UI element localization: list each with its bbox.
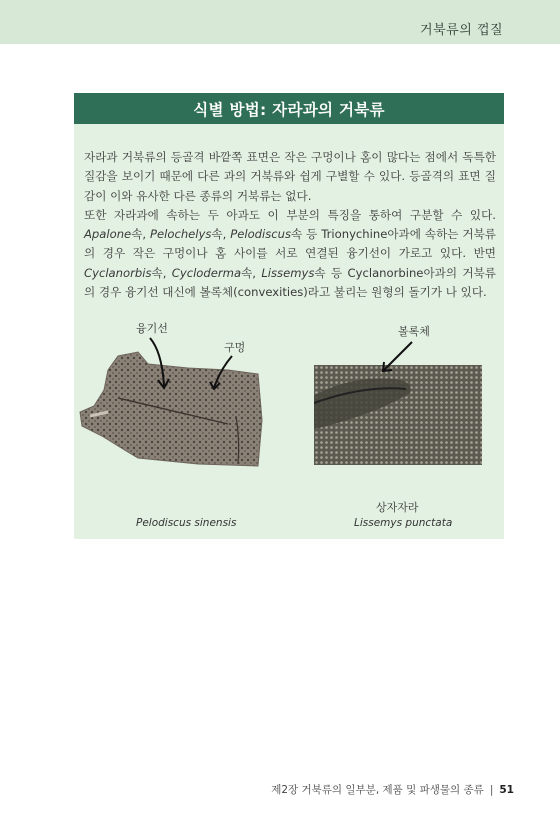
genus-apalone: Apalone [84, 227, 132, 242]
panel-body-text [84, 148, 496, 302]
genus-pelochelys: Pelochelys [150, 227, 212, 242]
text-run: 또한 자라과에 속하는 두 아과도 이 부분의 특징을 통하여 구분할 수 있다. [84, 207, 496, 222]
caption-pelodiscus: Pelodiscus sinensis [136, 517, 237, 529]
section-title: 거북류의 껍질 [420, 23, 503, 38]
text-run: 속, [131, 227, 150, 242]
genus-cycloderma: Cycloderma [171, 265, 242, 280]
genus-lissemys: Lissemys [261, 265, 315, 280]
genus-cyclanorbis: Cyclanorbis [84, 265, 152, 280]
text-run: 속, [211, 227, 231, 242]
label-convexity: 볼록체 [398, 325, 430, 338]
genus-pelodiscus: Pelodiscus [230, 227, 292, 242]
text-run: 속 등 Trionychine아과에 속하는 거북류의 경우 작은 구멍이나 홈 사이를 서로 연결된 융기선이 가로고 있다. 반면 [84, 227, 496, 261]
text-run: 속, [241, 265, 262, 280]
footer-chapter: 제2장 거북류의 일부분, 제품 및 파생물의 종류 [271, 784, 484, 796]
panel-title: 식별 방법: 자라과의 거북류 [193, 100, 385, 119]
common-name-lissemys: 상자자라 [376, 501, 419, 514]
paragraph-1: 자라과 거북류의 등골격 바깥쪽 표면은 작은 구멍이나 홈이 많다는 점에서 독특한 질감을 보이기 때문에 다른 과의 거북류와 쉽게 구별할 수 있다. 등골격의 표면 질감이 이와 유사한 다른 종류의 거북류는 없다. [84, 150, 496, 203]
page-footer [271, 782, 514, 797]
text-run: 속 등 Cyclanorbine아과의 거북류의 경우 융기선 대신에 볼록체(convexities)라고 불리는 원형의 돌기가 나 있다. [84, 265, 496, 300]
label-pit: 구멍 [224, 341, 246, 354]
footer-separator: | [489, 784, 494, 796]
panel-header [74, 93, 504, 124]
label-ridge: 융기선 [136, 322, 168, 335]
right-figure-arrow [378, 338, 418, 374]
caption-lissemys: Lissemys punctata [354, 517, 453, 529]
text-run: 속, [151, 265, 172, 280]
page-number: 51 [499, 784, 514, 796]
paragraph-2 [84, 206, 496, 302]
lissemys-shell-photo [314, 365, 482, 465]
